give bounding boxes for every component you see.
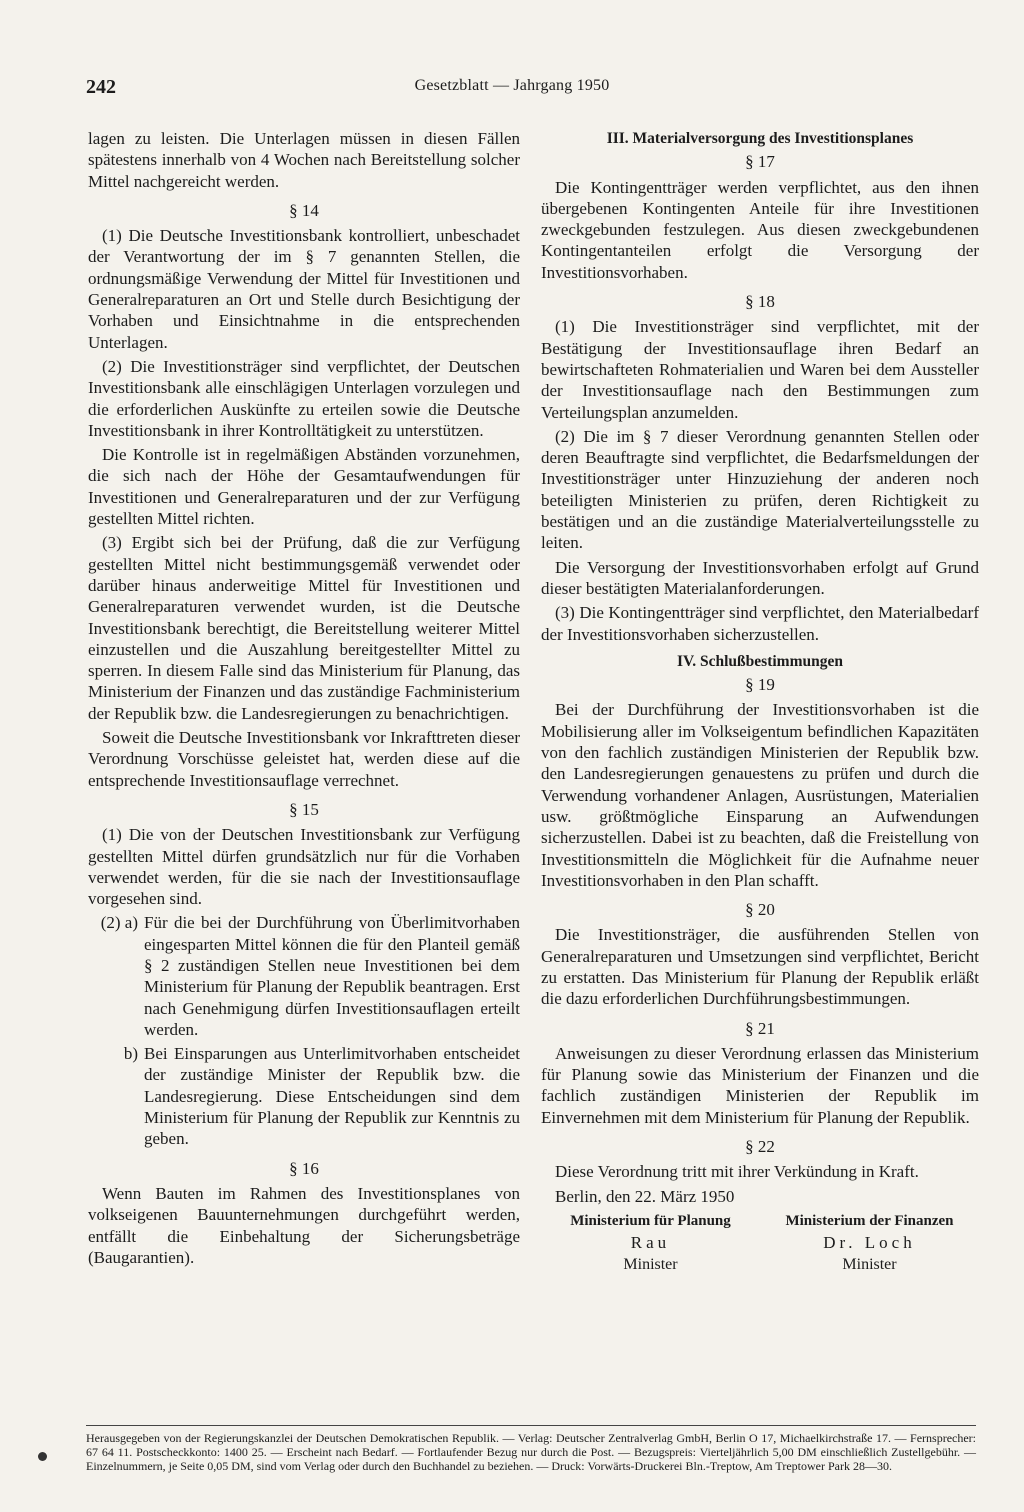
section-heading: § 14 (289, 200, 319, 220)
paragraph: Die Investitionsträger, die ausführenden Stellen von Generalreparaturen und Umsetzungen sind verpflichtet, Bericht zu erstatten. Das Ministerium für Planung der Republik erläßt die dazu erforderlichen Durchführungsbestimmungen. (541, 925, 979, 1009)
paragraph: Die Kontingentträger werden verpflichtet, aus den ihnen übergebenen Kontingenten Anteile für ihre Investitionen zweckgebunden festzulegen. Aus diesen zweckgebundenen Kontingentanteilen erfolgt die Versorgung der Investitionsvorhaben. (541, 177, 979, 282)
section-heading: § 21 (745, 1018, 775, 1038)
paragraph: Diese Verordnung tritt mit ihrer Verkündung in Kraft. (555, 1162, 919, 1182)
paragraph: Wenn Bauten im Rahmen des Investitionsplanes von volkseigenen Bauunternehmungen durchgeführt werden, entfällt die Einbehaltung der Sicherungsbeträge (Baugarantien). (88, 1183, 520, 1267)
right-column (541, 128, 979, 1275)
signature-org: Ministerium für Planung (570, 1212, 731, 1229)
list-text: Bei Einsparungen aus Unterlimitvorhaben entscheidet der zuständige Minister der Republik bzw. die Landesregierung. Diese Entscheidungen sind dem Ministerium für Planung der Republik zur Kenntnis zu geben. (144, 1044, 520, 1149)
chapter-heading: III. Materialversorgung des Investitionsplanes (606, 130, 914, 147)
paragraph: (3) Ergibt sich bei der Prüfung, daß die zur Verfügung gestellten Mittel nicht bestimmungsgemäß verwendet oder darüber hinaus anderweitige Mittel für Investitionen und Generalreparaturen verwendet wurden, ist die Deutsche Investitionsbank berechtigt, die Bereitstellung weiterer Mittel einzustellen und die Auszahlung bereitgestellter Mittel zu sperren. In diesem Falle sind das Ministerium für Planung, das Ministerium der Finanzen und das zuständige Fachministerium der Republik bzw. die Landesregierungen zu benachrichtigen. (88, 533, 520, 723)
list-item (88, 1043, 520, 1149)
section-heading: § 19 (745, 675, 775, 695)
section-heading: § 20 (745, 900, 775, 920)
signature-block (541, 1211, 979, 1275)
paragraph: (1) Die Deutsche Investitionsbank kontrolliert, unbeschadet der Verantwortung der im § 7 genannten Stellen, die ordnungsmäßige Verwendung der Mittel für Investitionen und Generalreparaturen an Ort und Stelle durch Besichtigung der Vorhaben und Einsichtnahme in die entsprechenden Unterlagen. (88, 226, 520, 352)
paragraph: (2) Die im § 7 dieser Verordnung genannten Stellen oder deren Beauftragte sind verpflichtet, die Bedarfsmeldungen der Investitionsträger unter Hinzuziehung der anderen noch beteiligten Ministerien zu prüfen, deren Richtigkeit zu bestätigen und an die zuständige Materialverteilungsstelle zu leiten. (541, 426, 979, 553)
signature-planning (541, 1211, 760, 1275)
footer-rule (86, 1425, 976, 1426)
section-heading: § 15 (289, 799, 319, 819)
punch-hole-mark (38, 1452, 47, 1461)
paragraph: Bei der Durchführung der Investitionsvorhaben ist die Mobilisierung aller im Volkseigentum befindlichen Kapazitäten von den fachlich zuständigen Ministerien der Republik bzw. den Landesregierungen genauestens zu prüfen und durch die Verwendung vorhandener Anlagen, Ausrüstungen, Materialien usw. größtmögliche Einsparung an Aufwendungen sicherzustellen. Dabei ist zu beachten, daß die Freistellung von Investitionsmitteln die Möglichkeit für die Aufnahme neuer Investitionsvorhaben in den Plan schafft. (541, 700, 979, 890)
paragraph: Anweisungen zu dieser Verordnung erlassen das Ministerium für Planung sowie das Ministerium der Finanzen und die fachlich zuständigen Ministerien der Republik im Einvernehmen mit dem Ministerium für Planung der Republik. (541, 1043, 979, 1127)
paragraph: Die Kontrolle ist in regelmäßigen Abständen vorzunehmen, die sich nach der Höhe der Gesamtaufwendungen für Investitionen und Generalreparaturen und der zur Verfügung gestellten Mittel richten. (88, 445, 520, 529)
list-text: Für die bei der Durchführung von Überlimitvorhaben eingesparten Mittel können die für den Planteil gemäß § 2 zuständigen Stellen neue Investitionen bei dem Ministerium für Planung der Republik beantragen. Erst nach Genehmigung dürfen Investitionsauflagen erteilt werden. (144, 913, 520, 1039)
signature-finance (760, 1211, 979, 1275)
signature-role: Minister (623, 1255, 678, 1273)
paragraph: (2) Die Investitionsträger sind verpflichtet, der Deutschen Investitionsbank alle einschlägigen Unterlagen vorzulegen und die erforderlichen Auskünfte zu erteilen sowie die Deutsche Investitionsbank in ihrer Kontrolltätigkeit zu unterstützen. (88, 356, 520, 440)
section-heading: § 16 (289, 1158, 319, 1178)
list-item (88, 912, 520, 1040)
paragraph: (1) Die Investitionsträger sind verpflichtet, mit der Bestätigung der Investitionsauflage ihren Bedarf an bewirtschafteten Rohmaterialien und Waren bei dem Aussteller der Investitionsauflage nach den Bestimmungen zum Verteilungsplan anzumelden. (541, 317, 979, 422)
chapter-heading: IV. Schlußbestimmungen (677, 652, 843, 670)
signature-name: Dr. Loch (823, 1233, 916, 1253)
signature-org: Ministerium der Finanzen (785, 1212, 954, 1229)
section-heading: § 18 (745, 292, 775, 312)
page-number: 242 (86, 76, 116, 98)
paragraph: (1) Die von der Deutschen Investitionsbank zur Verfügung gestellten Mittel dürfen grundsätzlich nur für die Vorhaben verwendet werden, für die sie nach der Investitionsauflage vorgesehen sind. (88, 825, 520, 909)
paragraph: Soweit die Deutsche Investitionsbank vor Inkrafttreten dieser Verordnung Vorschüsse geleistet hat, werden diese auf die entsprechende Investitionsauflage verrechnet. (88, 728, 520, 790)
section-heading: § 22 (745, 1137, 775, 1157)
running-head: Gesetzblatt — Jahrgang 1950 (414, 77, 610, 94)
signature-name: Rau (630, 1233, 671, 1253)
list-label: (2) a) (100, 913, 138, 933)
left-column (88, 128, 520, 1271)
section-heading: § 17 (745, 152, 775, 172)
paragraph: Die Versorgung der Investitionsvorhaben erfolgt auf Grund dieser bestätigten Materialanforderungen. (541, 557, 979, 598)
place-date: Berlin, den 22. März 1950 (555, 1186, 735, 1206)
imprint-footer: Herausgegeben von der Regierungskanzlei der Deutschen Demokratischen Republik. — Verlag: Deutscher Zentralverlag GmbH, Berlin O 17, Michaelkirchstraße 17. — Fernsprecher: 67 64 11. Postscheckkonto: 1400 25. — Erscheint nach Bedarf. — Fortlaufender Bezug nur durch die Post. — Bezugspreis: Vierteljährlich 5,00 DM einschließlich Zustellgebühr. — Einzelnummern, je Seite 0,05 DM, sind vom Verlag oder durch den Buchhandel zu beziehen. — Druck: Vorwärts-Druckerei Bln.-Treptow, Am Treptower Park 28—30. (86, 1431, 976, 1473)
list-label: b) (123, 1044, 138, 1064)
signature-role: Minister (842, 1255, 897, 1273)
paragraph: lagen zu leisten. Die Unterlagen müssen in diesen Fällen spätestens innerhalb von 4 Wochen nach Bereitstellung solcher Mittel nachgereicht werden. (88, 129, 520, 191)
paragraph: (3) Die Kontingentträger sind verpflichtet, den Materialbedarf der Investitionsvorhaben sicherzustellen. (541, 603, 979, 644)
